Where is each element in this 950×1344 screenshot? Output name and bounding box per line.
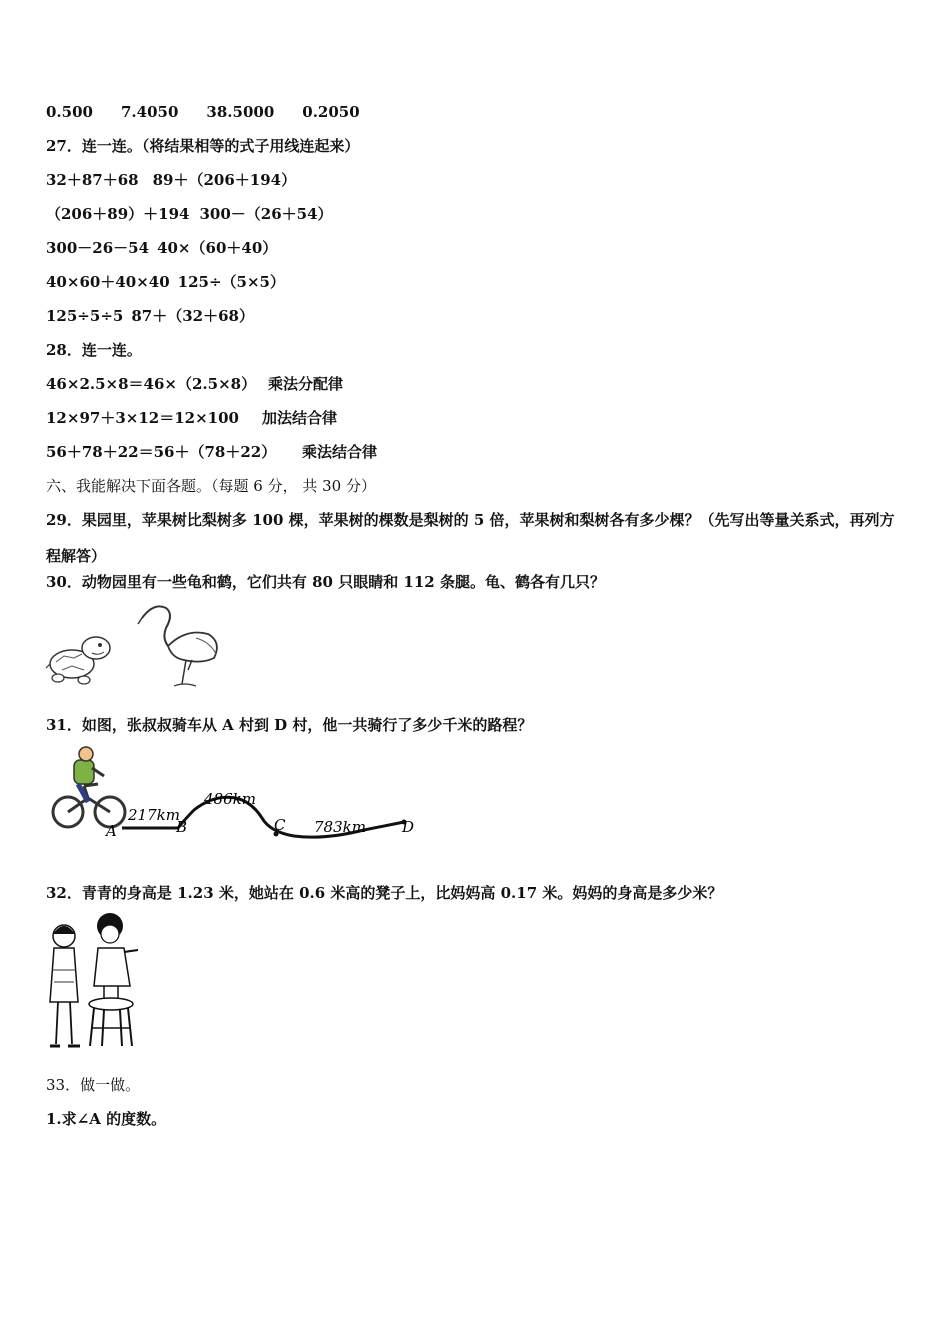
crane-illustration <box>136 598 226 690</box>
expr-left: 300－26－54 <box>46 239 150 257</box>
point-d-label: D <box>402 818 415 836</box>
q28-expr: 46×2.5×8＝46×（2.5×8） <box>46 375 257 393</box>
cyclist-icon <box>53 747 125 827</box>
q28-law: 加法结合律 <box>262 409 338 427</box>
q27-row <box>46 170 296 190</box>
q33-subquestion: 1.求∠A 的度数。 <box>46 1110 167 1128</box>
expr-left: 40×60＋40×40 <box>46 273 170 291</box>
expr-left: 125÷5÷5 <box>46 307 124 325</box>
girl-on-stool-figure <box>89 913 138 1046</box>
answer-value: 38.5000 <box>206 103 275 121</box>
distance-cd-label: 783km <box>314 818 366 836</box>
q30-text: 30．动物园里有一些龟和鹤，它们共有 80 只眼睛和 112 条腿。龟、鹤各有几只？ <box>46 573 605 591</box>
route-diagram <box>44 746 434 846</box>
q27-row <box>46 272 285 292</box>
turtle-illustration <box>44 628 116 688</box>
distance-bc-label: 486km <box>204 790 256 808</box>
point-a-label: A <box>106 822 117 840</box>
expr-right: 300－（26＋54） <box>199 205 333 223</box>
q27-row <box>46 204 333 224</box>
q28-title: 28．连一连。 <box>46 341 142 359</box>
expr-right: 87＋（32＋68） <box>131 307 254 325</box>
answer-value: 0.2050 <box>302 103 360 121</box>
girl-and-mother-illustration <box>44 912 144 1052</box>
expr-right: 89＋（206＋194） <box>152 171 297 189</box>
expr-right: 125÷（5×5） <box>177 273 285 291</box>
q28-law: 乘法分配律 <box>268 375 344 393</box>
point-b-label: B <box>176 818 188 836</box>
q28-expr: 56＋78＋22＝56＋（78＋22） <box>46 443 277 461</box>
point-c-label: C <box>274 816 286 834</box>
q28-law: 乘法结合律 <box>302 443 378 461</box>
expr-left: 32＋87＋68 <box>46 171 139 189</box>
answer-value: 7.4050 <box>120 103 179 121</box>
expr-left: （206＋89）＋194 <box>46 205 190 223</box>
q28-expr: 12×97＋3×12＝12×100 <box>46 409 239 427</box>
q32-text: 32．青青的身高是 1.23 米，她站在 0.6 米高的凳子上，比妈妈高 0.17 米。妈妈的身高是多少米？ <box>46 884 723 902</box>
q27-title: 27．连一连。（将结果相等的式子用线连起来） <box>46 137 360 155</box>
answer-value: 0.500 <box>46 103 93 121</box>
q26-answer-line <box>46 102 360 122</box>
section-heading: 六、我能解决下面各题。（每题 6 分， 共 30 分） <box>46 477 376 495</box>
q27-row <box>46 238 277 258</box>
distance-ab-label: 217km <box>128 806 180 824</box>
q29-text: 29．果园里，苹果树比梨树多 100 棵，苹果树的棵数是梨树的 5 倍，苹果树和梨树各有多少棵？（先写出等量关系式，再列方程解答） <box>46 511 895 565</box>
expr-right: 40×（60＋40） <box>157 239 278 257</box>
q27-row <box>46 306 254 326</box>
mother-figure <box>50 925 80 1046</box>
q31-text: 31．如图，张叔叔骑车从 A 村到 D 村，他一共骑行了多少千米的路程？ <box>46 716 533 734</box>
q33-title: 33．做一做。 <box>46 1076 141 1094</box>
